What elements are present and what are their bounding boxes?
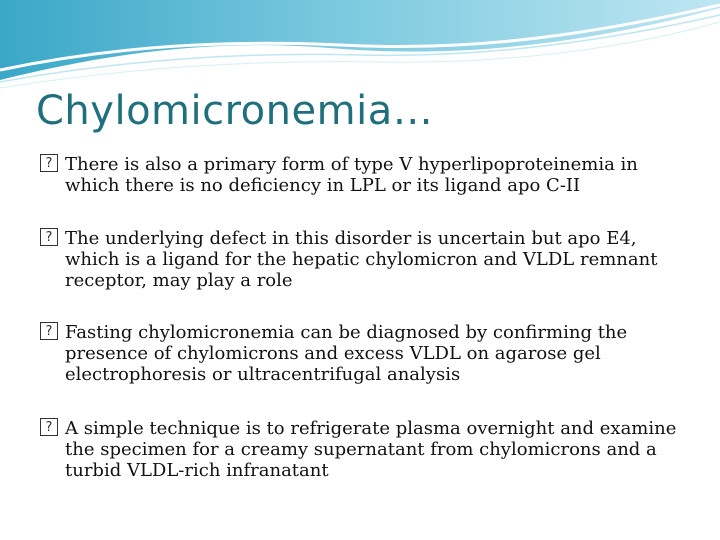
bullet-text: A simple technique is to refrigerate plasma overnight and examine the specimen for a creamy supernatant from chylomicrons and a turbid VLDL-rich infranatant xyxy=(65,418,677,481)
bullet-text: Fasting chylomicronemia can be diagnosed by confirming the presence of chylomicrons and excess VLDL on agarose gel electrophoresis or ultracentrifugal analysis xyxy=(65,322,628,385)
bullet-item xyxy=(40,154,690,196)
header-wave-decoration xyxy=(0,0,720,95)
slide-title: Chylomicronemia… xyxy=(36,88,434,134)
bullet-glyph-icon: ? xyxy=(40,322,58,340)
bullet-text: There is also a primary form of type V hyperlipoproteinemia in which there is no deficiency in LPL or its ligand apo C-II xyxy=(65,154,638,196)
bullet-glyph-icon: ? xyxy=(40,154,58,172)
bullet-item xyxy=(40,418,690,481)
bullet-glyph-icon: ? xyxy=(40,418,58,436)
bullet-item xyxy=(40,228,690,291)
bullet-text: The underlying defect in this disorder is uncertain but apo E4, which is a ligand for the hepatic chylomicron and VLDL remnant receptor, may play a role xyxy=(65,228,658,291)
bullet-item xyxy=(40,322,690,385)
bullet-glyph-icon: ? xyxy=(40,228,58,246)
